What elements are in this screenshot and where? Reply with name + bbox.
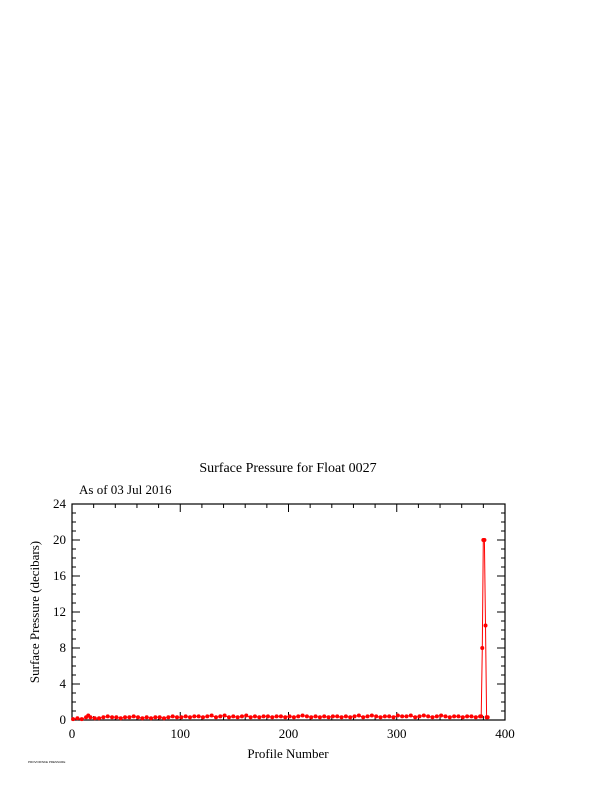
data-point (366, 714, 370, 718)
data-point (480, 646, 484, 650)
data-point (114, 715, 118, 719)
data-point (331, 714, 335, 718)
data-point (396, 714, 400, 718)
data-point (348, 715, 352, 719)
data-point (279, 714, 283, 718)
data-point (97, 716, 101, 720)
x-tick-label: 300 (387, 726, 407, 741)
data-point (127, 715, 131, 719)
data-point (270, 715, 274, 719)
data-point (240, 714, 244, 718)
data-point (288, 714, 292, 718)
data-point (262, 714, 266, 718)
data-point (296, 714, 300, 718)
data-point (283, 715, 287, 719)
data-point (400, 714, 404, 718)
data-point (461, 715, 465, 719)
data-point (227, 715, 231, 719)
data-point (188, 715, 192, 719)
y-tick-label: 12 (53, 604, 66, 619)
data-point (223, 714, 227, 718)
y-tick-label: 8 (59, 640, 66, 655)
data-point (417, 714, 421, 718)
data-point (214, 715, 218, 719)
data-point (244, 714, 248, 718)
chart-title: Surface Pressure for Float 0027 (199, 461, 377, 476)
data-point (253, 714, 257, 718)
data-point (93, 716, 97, 720)
data-point (140, 716, 144, 720)
data-point (231, 714, 235, 718)
data-point (469, 714, 473, 718)
data-point (426, 714, 430, 718)
x-axis-label: Profile Number (247, 746, 329, 761)
data-point (80, 717, 84, 721)
x-tick-label: 200 (278, 726, 299, 741)
data-point (482, 538, 486, 542)
data-point (387, 714, 391, 718)
data-point (101, 715, 105, 719)
data-point (465, 714, 469, 718)
data-point (413, 715, 417, 719)
data-point (153, 715, 157, 719)
y-tick-label: 16 (53, 568, 66, 583)
data-point (201, 715, 205, 719)
x-tick-label: 0 (68, 726, 76, 741)
data-point (184, 714, 188, 718)
data-point (484, 624, 488, 628)
data-point (257, 715, 261, 719)
data-point (210, 714, 214, 718)
data-point (88, 715, 92, 719)
series-line (73, 540, 488, 719)
data-point (249, 715, 253, 719)
chart-subtitle: As of 03 Jul 2016 (79, 482, 172, 497)
data-point (266, 714, 270, 718)
y-tick-label: 24 (53, 496, 66, 511)
data-point (275, 714, 279, 718)
data-point (456, 714, 460, 718)
data-point (392, 715, 396, 719)
data-point (422, 714, 426, 718)
data-point (383, 714, 387, 718)
data-point (192, 714, 196, 718)
data-point (486, 715, 490, 719)
data-point (301, 714, 305, 718)
data-point (71, 717, 75, 721)
data-point (123, 715, 127, 719)
data-point (452, 714, 456, 718)
data-point (322, 714, 326, 718)
data-point (218, 714, 222, 718)
y-tick-label: 4 (59, 676, 66, 691)
y-tick-labels (53, 496, 67, 727)
data-point (136, 715, 140, 719)
data-point (409, 714, 413, 718)
data-point (479, 714, 483, 718)
data-point (145, 715, 149, 719)
x-tick-label: 100 (170, 726, 190, 741)
data-point (179, 715, 183, 719)
data-point (75, 716, 79, 720)
data-point (171, 714, 175, 718)
y-tick-label: 20 (53, 532, 66, 547)
data-point (314, 714, 318, 718)
data-point (318, 715, 322, 719)
y-tick-label: 0 (59, 712, 66, 727)
data-point (474, 715, 478, 719)
data-point (132, 714, 136, 718)
data-point (340, 715, 344, 719)
data-point (361, 715, 365, 719)
data-point (443, 714, 447, 718)
x-tick-labels (69, 726, 515, 741)
data-point (344, 714, 348, 718)
data-point (106, 714, 110, 718)
data-point (166, 715, 170, 719)
data-point (357, 714, 361, 718)
data-point (197, 714, 201, 718)
data-point (309, 715, 313, 719)
axis-ticks (72, 504, 505, 720)
data-point (430, 715, 434, 719)
data-point (335, 714, 339, 718)
data-point (292, 715, 296, 719)
plot-frame (72, 504, 505, 720)
data-point (353, 714, 357, 718)
data-point (374, 714, 378, 718)
data-point (119, 716, 123, 720)
data-point (158, 715, 162, 719)
data-point (439, 714, 443, 718)
data-point (110, 715, 114, 719)
data-point (205, 714, 209, 718)
data-point (370, 714, 374, 718)
y-axis-label: Surface Pressure (decibars) (27, 540, 42, 684)
data-point (305, 714, 309, 718)
data-point (149, 716, 153, 720)
data-point (379, 715, 383, 719)
data-point (435, 714, 439, 718)
x-tick-label: 400 (495, 726, 515, 741)
data-point (175, 715, 179, 719)
series-layer (71, 538, 490, 721)
data-point (404, 714, 408, 718)
data-point (327, 715, 331, 719)
data-point (448, 715, 452, 719)
footer-text: PROVOR/NKE PRESSURE (28, 760, 66, 764)
data-point (236, 715, 240, 719)
data-point (162, 716, 166, 720)
